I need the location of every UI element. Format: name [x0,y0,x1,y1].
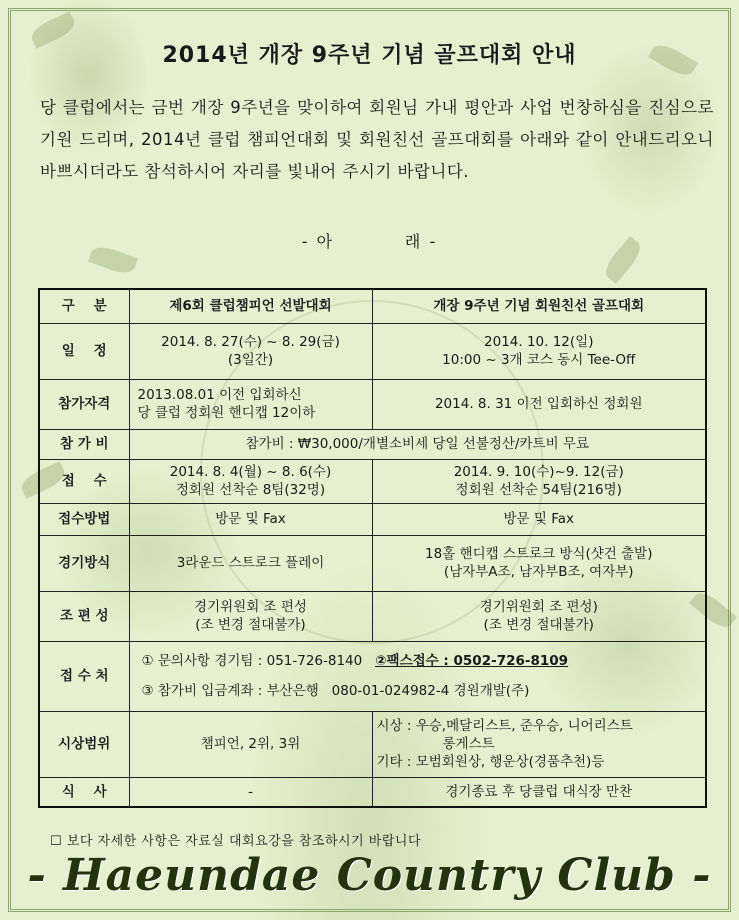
meal-friendship: 경기종료 후 당클럽 대식장 만찬 [372,777,706,807]
grouping-line: 경기위원회 조 편성 [194,599,307,615]
table-row [39,711,706,777]
fee-value: 참가비 : ₩30,000/개별소비세 당일 선불정산/카트비 무료 [129,429,706,459]
grouping-line: 경기위원회 조 편성) [479,599,598,615]
table-row [39,777,706,807]
table-row [39,535,706,591]
format-line: 18홀 핸디캡 스트로크 방식(샷건 출발) [425,546,653,562]
registration-championship [129,459,372,503]
prizes-friendship [372,711,706,777]
row-label-fee: 참 가 비 [39,429,129,459]
eligibility-championship [129,379,372,429]
registration-friendship [372,459,706,503]
schedule-friendship [372,323,706,379]
row-label-method: 접수방법 [39,503,129,535]
row-label-eligibility: 참가자격 [39,379,129,429]
section-divider-text: - 아 래 - [301,232,438,251]
table-row [39,641,706,711]
prize-line: 롱게스트 [442,736,495,752]
schedule-dates: 2014. 8. 27(수) ~ 8. 29(금) [161,334,340,350]
contact-line [142,646,702,676]
footnote: ☐ 보다 자세한 사항은 자료실 대회요강을 참조하시기 바랍니다 [50,834,422,849]
contact-bank-account: ③ 참가비 입금계좌 : 부산은행 080-01-024982-4 경원개발(주) [141,683,530,699]
contact-fax: ②팩스접수 : 0502-726-8109 [375,653,569,669]
row-label-grouping: 조 편 성 [39,591,129,641]
table-row [39,379,706,429]
table-row [39,503,706,535]
schedule-championship [129,323,372,379]
registration-dates: 2014. 8. 4(월) ~ 8. 6(수) [169,464,332,480]
schedule-duration: (3일간) [227,352,274,368]
prizes-championship: 챔피언, 2위, 3위 [129,711,372,777]
contact-info [129,641,706,711]
header-championship: 제6회 클럽챔피언 선발대회 [129,289,372,323]
intro-paragraph: 당 클럽에서는 금번 개장 9주년을 맞이하여 회원님 가내 평안과 사업 번창하심을 진심으로 기원 드리며, 2014년 클럽 챔피언대회 및 회원친선 골프대회를 아래와 같이 안내드리오니 바쁘시더라도 참석하시어 자리를 빛내어 주시기 바랍니다. [40,98,714,181]
header-category: 구 분 [39,289,129,323]
club-name-footer: - Haeundae Country Club - [27,850,712,901]
meal-championship: - [129,777,372,807]
row-label-registration: 접 수 [39,459,129,503]
format-championship: 3라운드 스트로크 플레이 [129,535,372,591]
format-line: (남자부A조, 남자부B조, 여자부) [443,564,634,580]
registration-capacity: 정회원 선착순 8팀(32명) [175,482,326,498]
grouping-line: (조 변경 절대불가) [195,617,306,633]
page-title: 2014년 개장 9주년 기념 골프대회 안내 [162,43,577,68]
table-row [39,591,706,641]
format-friendship [372,535,706,591]
method-championship: 방문 및 Fax [129,503,372,535]
prize-line: 기타 : 모범회원상, 행운상(경품추천)등 [376,754,605,770]
contact-phone: ① 문의사항 경기팀 : 051-726-8140 [141,653,371,669]
header-friendship: 개장 9주년 기념 회원친선 골프대회 [372,289,706,323]
registration-capacity: 정회원 선착순 54팀(216명) [455,482,622,498]
registration-dates: 2014. 9. 10(수)~9. 12(금) [453,464,624,480]
table-row [39,459,706,503]
row-label-format: 경기방식 [39,535,129,591]
schedule-date: 2014. 10. 12(일) [484,334,594,350]
row-label-schedule: 일 정 [39,323,129,379]
eligibility-line: 2013.08.01 이전 입회하신 [137,387,302,403]
method-friendship: 방문 및 Fax [372,503,706,535]
row-label-meal: 식 사 [39,777,129,807]
tournament-info-table [38,288,707,808]
table-row [39,429,706,459]
grouping-friendship [372,591,706,641]
table-row [39,289,706,323]
row-label-contact: 접 수 처 [39,641,129,711]
table-row [39,323,706,379]
grouping-championship [129,591,372,641]
eligibility-line: 당 클럽 정회원 핸디캡 12이하 [137,405,316,421]
schedule-teeoff: 10:00 ~ 3개 코스 동시 Tee-Off [442,352,636,368]
row-label-prizes: 시상범위 [39,711,129,777]
prize-line: 시상 : 우승,메달리스트, 준우승, 니어리스트 [376,718,633,734]
grouping-line: (조 변경 절대불가) [483,617,594,633]
eligibility-friendship: 2014. 8. 31 이전 입회하신 정회원 [372,379,706,429]
